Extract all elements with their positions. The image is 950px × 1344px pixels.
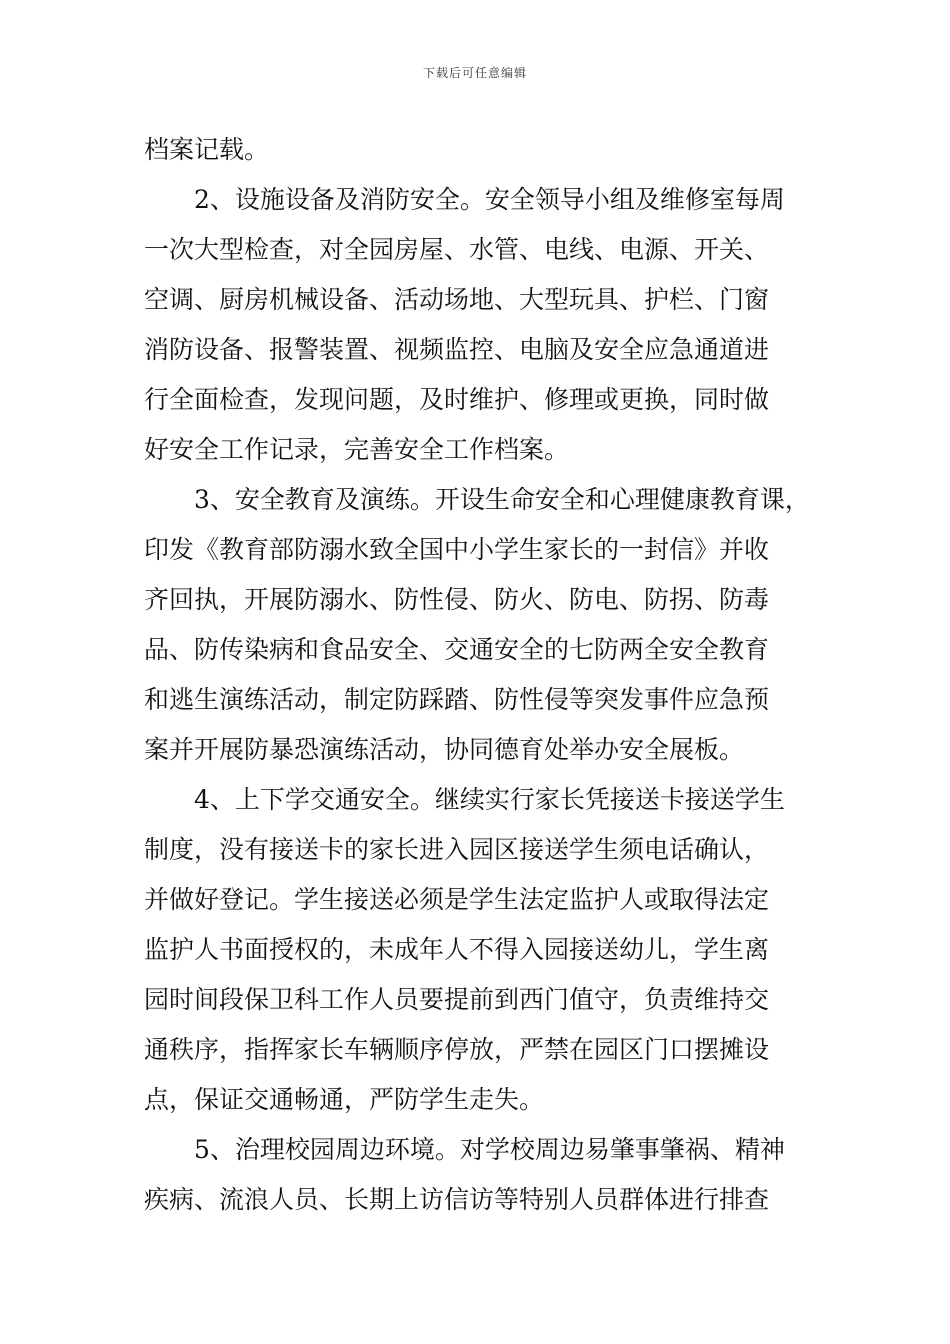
- paragraph-3-start: 3、安全教育及演练。开设生命安全和心理健康教育课，: [194, 485, 810, 514]
- text-line: 好安全工作记录，完善安全工作档案。: [144, 435, 570, 464]
- paragraph-4-start: 4、上下学交通安全。继续实行家长凭接送卡接送学生: [194, 785, 785, 814]
- document-body: [144, 125, 836, 1225]
- text-line: 行全面检查，发现问题，及时维护、修理或更换，同时做: [144, 385, 770, 414]
- text-line: 档案记载。: [144, 135, 270, 164]
- text-line: 疾病、流浪人员、长期上访信访等特别人员群体进行排查: [144, 1185, 770, 1214]
- text-line: 印发《教育部防溺水致全国中小学生家长的一封信》并收: [144, 535, 770, 564]
- text-line: 齐回执，开展防溺水、防性侵、防火、防电、防拐、防毒: [144, 585, 770, 614]
- text-line: 园时间段保卫科工作人员要提前到西门值守，负责维持交: [144, 985, 770, 1014]
- paragraph-5-start: 5、治理校园周边环境。对学校周边易肇事肇祸、精神: [194, 1135, 785, 1164]
- text-line: 通秩序，指挥家长车辆顺序停放，严禁在园区门口摆摊设: [144, 1035, 770, 1064]
- text-line: 空调、厨房机械设备、活动场地、大型玩具、护栏、门窗: [144, 285, 770, 314]
- text-line: 消防设备、报警装置、视频监控、电脑及安全应急通道进: [144, 335, 770, 364]
- text-line: 点，保证交通畅通，严防学生走失。: [144, 1085, 545, 1114]
- text-line: 案并开展防暴恐演练活动，协同德育处举办安全展板。: [144, 735, 745, 764]
- text-line: 品、防传染病和食品安全、交通安全的七防两全安全教育: [144, 635, 770, 664]
- text-line: 一次大型检查，对全园房屋、水管、电线、电源、开关、: [144, 235, 770, 264]
- text-line: 并做好登记。学生接送必须是学生法定监护人或取得法定: [144, 885, 770, 914]
- text-line: 和逃生演练活动，制定防踩踏、防性侵等突发事件应急预: [144, 685, 770, 714]
- paragraph-2-start: 2、设施设备及消防安全。安全领导小组及维修室每周: [194, 185, 785, 214]
- text-line: 制度，没有接送卡的家长进入园区接送学生须电话确认，: [144, 835, 770, 864]
- page-header: 下载后可任意编辑: [422, 66, 527, 80]
- text-line: 监护人书面授权的，未成年人不得入园接送幼儿，学生离: [144, 935, 770, 964]
